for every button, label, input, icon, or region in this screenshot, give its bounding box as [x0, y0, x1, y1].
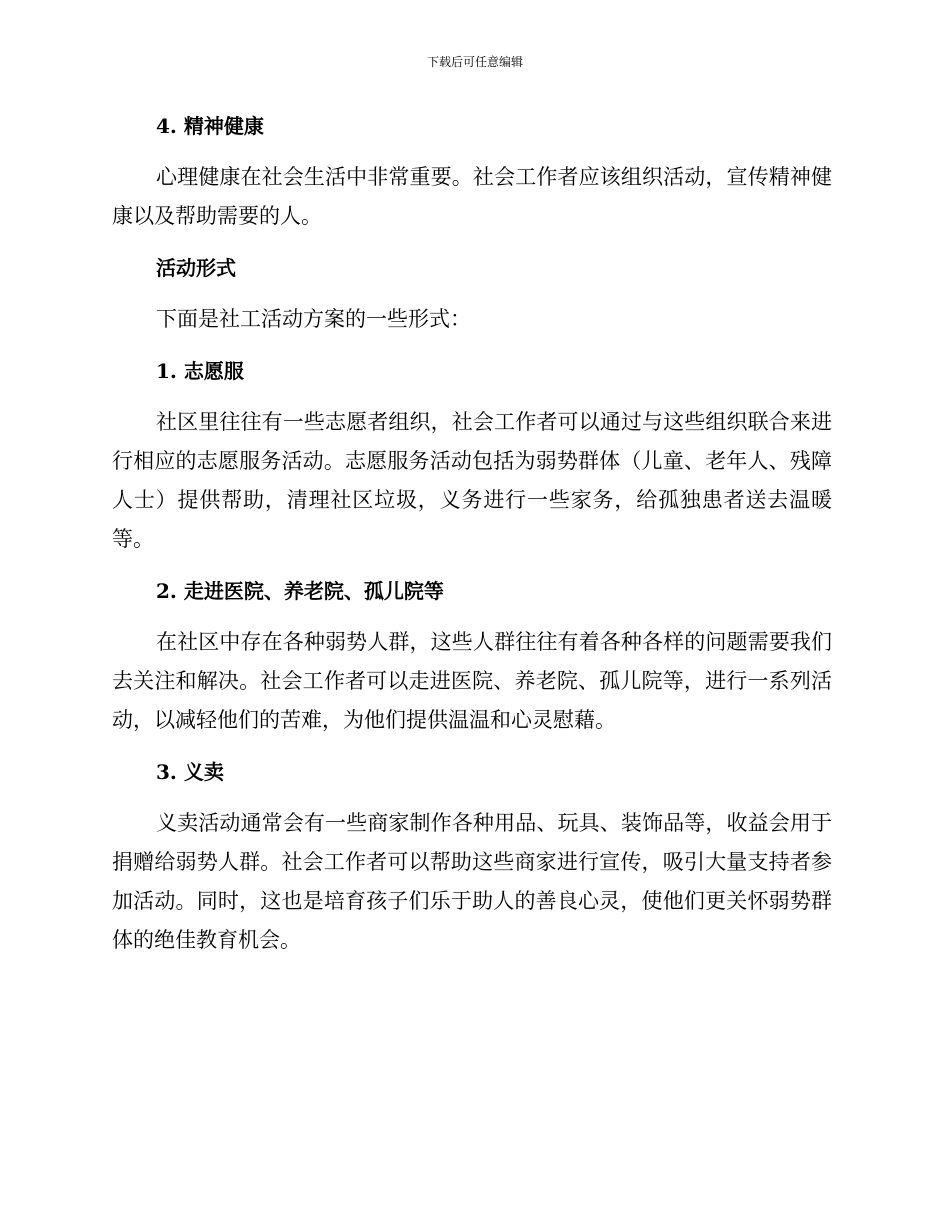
paragraph-visits: 在社区中存在各种弱势人群，这些人群往往有着各种各样的问题需要我们去关注和解决。社会工作者可以走进医院、养老院、孤儿院等，进行一系列活动，以减轻他们的苦难，为他们提供温温和心灵慰藉。	[112, 630, 832, 732]
paragraph-charity-sale: 义卖活动通常会有一些商家制作各种用品、玩具、装饰品等，收益会用于捐赠给弱势人群。社会工作者可以帮助这些商家进行宣传，吸引大量支持者参加活动。同时，这也是培育孩子们乐于助人的善良心灵，使他们更关怀弱势群体的绝佳教育机会。	[112, 811, 832, 952]
section-heading-mental-health: 4. 精神健康	[156, 114, 264, 138]
paragraph-mental-health: 心理健康在社会生活中非常重要。社会工作者应该组织活动，宣传精神健康以及帮助需要的人。	[112, 165, 832, 228]
document-body	[112, 106, 832, 960]
paragraph-activity-forms: 下面是社工活动方案的一些形式：	[156, 307, 471, 331]
paragraph-volunteer: 社区里往往有一些志愿者组织，社会工作者可以通过与这些组织联合来进行相应的志愿服务活动。志愿服务活动包括为弱势群体（儿童、老年人、残障人士）提供帮助，清理社区垃圾，义务进行一些家务，给孤独患者送去温暖等。	[112, 410, 832, 551]
section-heading-volunteer: 1. 志愿服	[156, 359, 244, 383]
page-header: 下载后可任意编辑	[426, 55, 523, 69]
section-heading-activity-forms: 活动形式	[156, 256, 236, 280]
section-heading-visits: 2. 走进医院、养老院、孤儿院等	[156, 579, 444, 603]
section-heading-charity-sale: 3. 义卖	[156, 760, 224, 784]
